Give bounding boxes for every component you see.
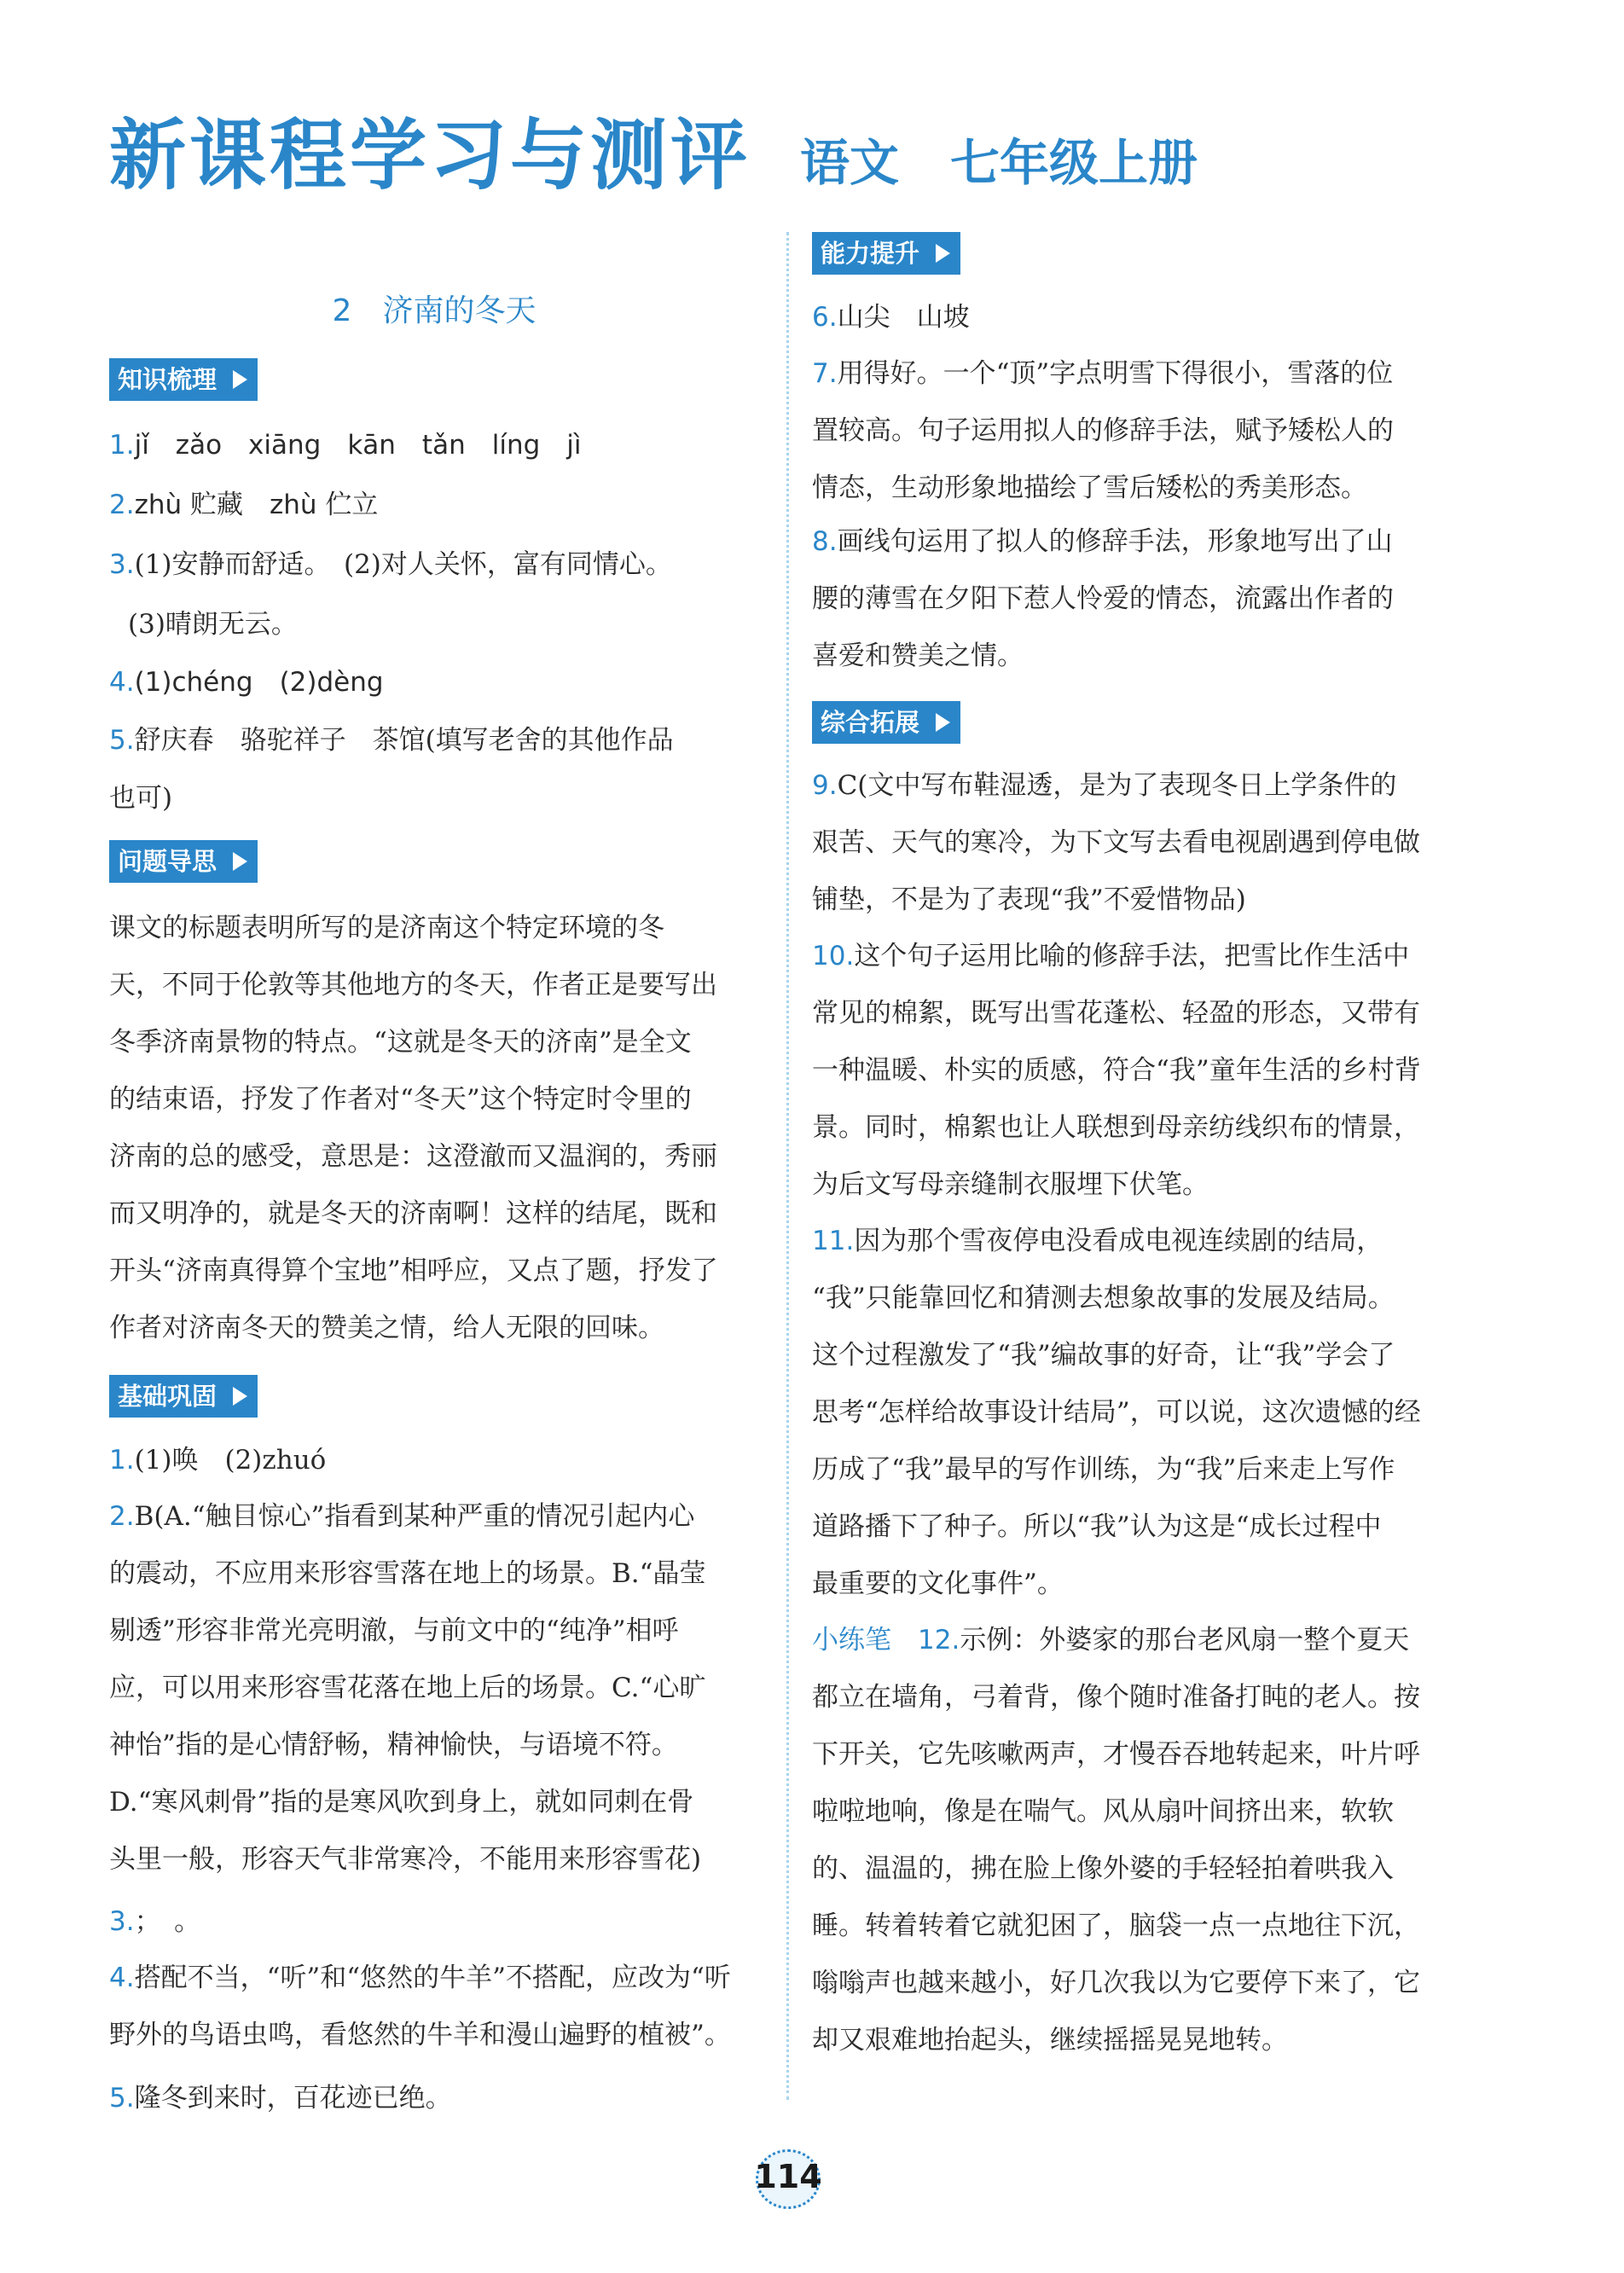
paragraph-line: 的结束语，抒发了作者对“冬天”这个特定时令里的: [109, 1084, 692, 1115]
paragraph-line: 11.因为那个雪夜停电没看成电视连续剧的结局，: [812, 1226, 1383, 1256]
paragraph-line: 7.用得好。一个“顶”字点明雪下得很小，雪落的位: [812, 358, 1394, 389]
section-tag-questions: [109, 840, 258, 883]
paragraph-line: 道路播下了种子。所以“我”认为这是“成长过程中: [812, 1511, 1382, 1542]
paragraph-line: 而又明净的，就是冬天的济南啊！这样的结尾，既和: [109, 1198, 717, 1229]
paragraph-line: 剔透”形容非常光亮明澈，与前文中的“纯净”相呼: [109, 1615, 679, 1646]
extension-q11: [812, 1213, 1469, 1613]
paragraph-line: 小练笔 12.示例：外婆家的那台老风扇一整个夏天: [812, 1625, 1410, 1655]
paragraph-line: 铺垫，不是为了表现“我”不爱惜物品): [812, 884, 1246, 915]
paragraph-line: 头里一般，形容天气非常寒冷，不能用来形容雪花): [109, 1844, 702, 1875]
play-triangle-icon: [233, 852, 247, 871]
paragraph-line: 开头“济南真得算个宝地”相呼应，又点了题，抒发了: [109, 1255, 718, 1286]
paragraph-line: 4.搭配不当，“听”和“悠然的牛羊”不搭配，应改为“听: [109, 1963, 731, 1993]
section-tag-label: 综合拓展: [821, 708, 920, 737]
paragraph-line: 情态，生动形象地描绘了雪后矮松的秀美形态。: [812, 473, 1367, 503]
book-brand-title: 新课程学习与测评: [109, 111, 751, 200]
extension-q10: [812, 928, 1469, 1214]
paragraph-line: 2.B(A.“触目惊心”指看到某种严重的情况引起内心: [109, 1501, 695, 1532]
section-tag-ability: [812, 232, 960, 275]
paragraph-line: 10.这个句子运用比喻的修辞手法，把雪比作生活中: [812, 941, 1410, 971]
knowledge-q5: 5.舒庆春 骆驼祥子 茶馆(填写老舍的其他作品: [109, 725, 674, 756]
paragraph-line: 济南的总的感受，意思是：这澄澈而又温润的，秀丽: [109, 1141, 717, 1172]
paragraph-line: 景。同时，棉絮也让人联想到母亲纺线织布的情景，: [812, 1112, 1420, 1143]
practice-label: 小练笔: [812, 1625, 891, 1655]
paragraph-line: D.“寒风刺骨”指的是寒风吹到身上，就如同刺在骨: [109, 1787, 694, 1818]
play-triangle-icon: [936, 713, 950, 732]
paragraph-line: 的、温温的，拂在脸上像外婆的手轻轻拍着哄我入: [812, 1853, 1394, 1884]
play-triangle-icon: [936, 244, 950, 263]
section-tag-basic: [109, 1375, 258, 1418]
knowledge-q4: 4.(1)chéng (2)dèng: [109, 667, 384, 698]
paragraph-line: 下开关，它先咳嗽两声，才慢吞吞地转起来，叶片呼: [812, 1739, 1420, 1770]
knowledge-q2: 2.zhù 贮藏 zhù 伫立: [109, 490, 379, 520]
paragraph-line: 冬季济南景物的特点。“这就是冬天的济南”是全文: [109, 1027, 692, 1058]
ability-q7: [812, 345, 1469, 517]
column-divider: [786, 232, 789, 2100]
paragraph-line: 历成了“我”最早的写作训练，为“我”后来走上写作: [812, 1454, 1395, 1485]
paragraph-line: 天，不同于伦敦等其他地方的冬天，作者正是要写出: [109, 970, 717, 1000]
play-triangle-icon: [233, 1387, 247, 1406]
paragraph-line: 为后文写母亲缝制衣服埋下伏笔。: [812, 1169, 1209, 1200]
section-tag-extension: [812, 701, 960, 744]
paragraph-line: 神怡”指的是心情舒畅，精神愉快，与语境不符。: [109, 1730, 678, 1760]
paragraph-line: 一种温暖、朴实的质感，符合“我”童年生活的乡村背: [812, 1055, 1421, 1086]
lesson-title: 2 济南的冬天: [332, 293, 536, 328]
paragraph-line: 啦啦地响，像是在喘气。风从扇叶间挤出来，软软: [812, 1796, 1394, 1827]
knowledge-q5-cont: 也可): [109, 783, 173, 814]
paragraph-line: 最重要的文化事件”。: [812, 1568, 1064, 1599]
paragraph-line: 8.画线句运用了拟人的修辞手法，形象地写出了山: [812, 526, 1393, 557]
paragraph-line: 应，可以用来形容雪花落在地上后的场景。C.“心旷: [109, 1673, 706, 1703]
knowledge-q3-cont: (3)晴朗无云。: [128, 609, 298, 640]
page-number-badge: [747, 2149, 829, 2209]
questions-paragraph: [109, 900, 759, 1357]
play-triangle-icon: [233, 370, 247, 389]
section-tag-label: 知识梳理: [118, 365, 218, 394]
grade-label: 七年级上册: [950, 134, 1198, 192]
paragraph-line: 常见的棉絮，既写出雪花蓬松、轻盈的形态，又带有: [812, 998, 1420, 1029]
paragraph-line: “我”只能靠回忆和猜测去想象故事的发展及结局。: [812, 1283, 1395, 1313]
paragraph-line: 喜爱和赞美之情。: [812, 641, 1024, 671]
basic-q2: [109, 1488, 759, 1888]
paragraph-line: 思考“怎样给故事设计结局”，可以说，这次遗憾的经: [812, 1397, 1421, 1428]
paragraph-line: 嗡嗡声也越来越小，好几次我以为它要停下来了，它: [812, 1968, 1420, 1998]
paragraph-line: 作者对济南冬天的赞美之情，给人无限的回味。: [109, 1313, 664, 1343]
extension-q9: [812, 757, 1469, 929]
paragraph-line: 睡。转着转着它就犯困了，脑袋一点一点地往下沉，: [812, 1911, 1420, 1941]
ability-q8: [812, 513, 1469, 685]
section-tag-label: 基础巩固: [118, 1382, 218, 1411]
subject-label: 语文: [800, 134, 900, 192]
paragraph-line: 野外的鸟语虫鸣，看悠然的牛羊和漫山遍野的植被”。: [109, 2020, 731, 2050]
paragraph-line: 却又艰难地抬起头，继续摇摇晃晃地转。: [812, 2025, 1288, 2056]
knowledge-q1: 1.jǐ zǎo xiāng kān tǎn líng jì: [109, 430, 582, 461]
basic-q4: [109, 1950, 759, 2064]
paragraph-line: 课文的标题表明所写的是济南这个特定环境的冬: [109, 913, 664, 943]
basic-q5: 5.隆冬到来时，百花迹已绝。: [109, 2083, 452, 2114]
page-number: 114: [754, 2158, 822, 2195]
knowledge-q3: 3.(1)安静而舒适。 (2)对人关怀，富有同情心。: [109, 549, 672, 580]
paragraph-line: 9.C(文中写布鞋湿透，是为了表现冬日上学条件的: [812, 770, 1397, 801]
basic-q3: 3.； 。: [109, 1906, 201, 1937]
paragraph-line: 都立在墙角，弓着背，像个随时准备打盹的老人。按: [812, 1682, 1420, 1713]
paragraph-line: 这个过程激发了“我”编故事的好奇，让“我”学会了: [812, 1340, 1395, 1371]
page-header: [109, 101, 1198, 200]
section-tag-label: 问题导思: [118, 847, 218, 876]
paragraph-line: 的震动，不应用来形容雪落在地上的场景。B.“晶莹: [109, 1558, 706, 1589]
ability-q6: 6.山尖 山坡: [812, 302, 970, 333]
basic-q1: 1.(1)唤 (2)zhuó: [109, 1445, 327, 1476]
section-tag-label: 能力提升: [821, 239, 920, 268]
paragraph-line: 腰的薄雪在夕阳下惹人怜爱的情态，流露出作者的: [812, 583, 1394, 614]
paragraph-line: 置较高。句子运用拟人的修辞手法，赋予矮松人的: [812, 415, 1394, 446]
extension-q12: [812, 1612, 1469, 2069]
section-tag-knowledge: [109, 358, 258, 401]
paragraph-line: 艰苦、天气的寒冷，为下文写去看电视剧遇到停电做: [812, 827, 1420, 858]
